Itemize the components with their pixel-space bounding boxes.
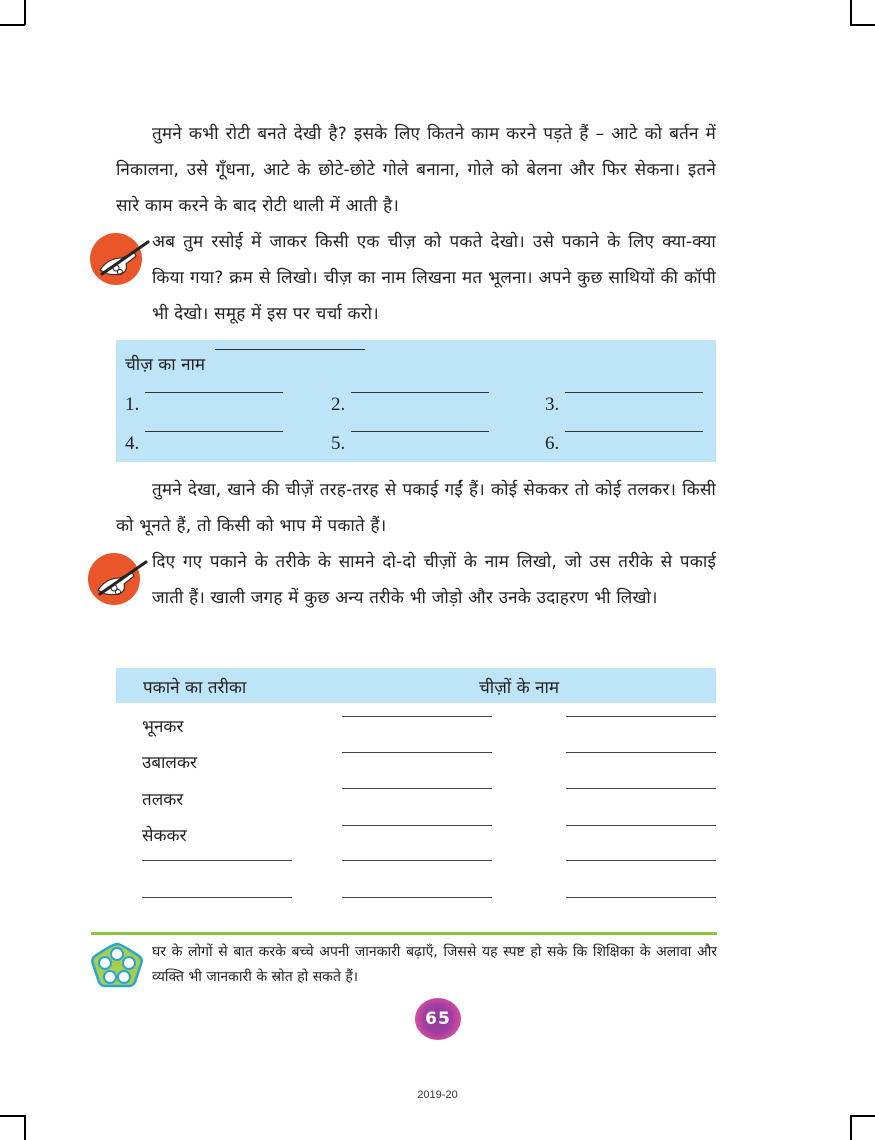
crop-mark-top-left-v — [24, 0, 26, 25]
crop-mark-bottom-left-v — [24, 1115, 26, 1140]
paragraph2-text: तुमने देखा, खाने की चीज़ें तरह-तरह से पकाई गईं हैं। कोई सेककर तो कोई तलकर। किसी को भूनते हैं, तो किसी को भाप में पकाते हैं। — [116, 480, 716, 536]
blank-r3-c1[interactable] — [342, 788, 492, 789]
step-4 — [125, 433, 139, 455]
item-name-blank[interactable] — [215, 349, 365, 350]
crop-mark-bottom-right-h — [850, 1115, 875, 1117]
flower-icon — [91, 942, 143, 988]
intro-text: तुमने कभी रोटी बनते देखी है? इसके लिए कितने काम करने पड़ते हैं – आटे को बर्तन में निकालना, उसे गूँधना, आटे के छोटे-छोटे गोले बनाना, गोले को बेलना और फिर सेकना। इतने सारे काम करने के बाद रोटी थाली में आती है। — [116, 124, 716, 216]
step-3-blank[interactable] — [565, 392, 703, 393]
method-boiling: उबालकर — [142, 753, 197, 773]
header-items: चीज़ों के नाम — [479, 678, 560, 698]
writing-hand-icon — [88, 228, 150, 290]
step-6-blank[interactable] — [565, 431, 703, 432]
crop-mark-top-right-v — [850, 0, 852, 25]
blank-r5-c1[interactable] — [342, 860, 492, 861]
step-number: 3. — [545, 394, 560, 415]
method-roasting: भूनकर — [142, 717, 184, 737]
blank-r3-c2[interactable] — [566, 788, 716, 789]
teacher-note: घर के लोगों से बात करके बच्चे अपनी जानकारी बढ़ाएँ, जिससे यह स्पष्ट हो सके कि शिक्षिका के अलावा और व्यक्ति भी जानकारी के स्रोत हो सकते हैं। — [152, 944, 717, 985]
blank-r6-c1[interactable] — [342, 897, 492, 898]
blank-r5-method[interactable] — [142, 860, 292, 861]
edition-year: 2019-20 — [417, 1089, 458, 1101]
crop-mark-top-right-h — [850, 24, 875, 26]
crop-mark-bottom-right-v — [850, 1115, 852, 1140]
method-baking: सेककर — [142, 826, 187, 846]
step-number: 2. — [331, 394, 346, 415]
blank-r2-c2[interactable] — [566, 752, 716, 753]
activity1-paragraph — [152, 224, 716, 332]
step-number: 4. — [125, 433, 140, 454]
step-1-blank[interactable] — [145, 392, 283, 393]
activity1-text: अब तुम रसोई में जाकर किसी एक चीज़ को पकते देखो। उसे पकाने के लिए क्या-क्या किया गया? क्रम से लिखो। चीज़ का नाम लिखना मत भूलना। अपने कुछ साथियों की कॉपी भी देखो। समूह में इस पर चर्चा करो। — [152, 232, 716, 324]
intro-paragraph — [116, 116, 716, 224]
activity2-paragraph — [152, 544, 716, 616]
crop-mark-top-left-h — [0, 24, 25, 26]
method-frying: तलकर — [142, 790, 184, 810]
page-number: 65 — [425, 1009, 451, 1029]
step-1 — [125, 394, 139, 416]
step-3 — [545, 394, 559, 416]
header-method: पकाने का तरीका — [143, 678, 247, 698]
page-number-badge — [415, 998, 461, 1040]
step-4-blank[interactable] — [145, 431, 283, 432]
activity2-text: दिए गए पकाने के तरीके के सामने दो-दो चीज़ों के नाम लिखो, जो उस तरीके से पकाई जाती हैं। खाली जगह में कुछ अन्य तरीके भी जोड़ो और उनके उदाहरण भी लिखो। — [152, 552, 716, 608]
step-number: 5. — [331, 433, 346, 454]
step-number: 1. — [125, 394, 140, 415]
step-5 — [331, 433, 345, 455]
blank-r2-c1[interactable] — [342, 752, 492, 753]
note-divider — [91, 932, 717, 935]
writing-hand-icon — [86, 548, 148, 610]
blank-r5-c2[interactable] — [566, 860, 716, 861]
blank-r4-c1[interactable] — [342, 825, 492, 826]
blank-r1-c1[interactable] — [342, 716, 492, 717]
item-name-row — [125, 352, 361, 375]
blank-r6-method[interactable] — [142, 897, 292, 898]
crop-mark-bottom-left-h — [0, 1115, 25, 1117]
step-2-blank[interactable] — [351, 392, 489, 393]
cooking-table-header — [116, 668, 716, 703]
blank-r4-c2[interactable] — [566, 825, 716, 826]
step-6 — [545, 433, 559, 455]
blank-r1-c2[interactable] — [566, 716, 716, 717]
blank-r6-c2[interactable] — [566, 897, 716, 898]
step-number: 6. — [545, 433, 560, 454]
step-5-blank[interactable] — [351, 431, 489, 432]
item-name-label: चीज़ का नाम — [125, 355, 206, 375]
step-2 — [331, 394, 345, 416]
cooking-methods-paragraph — [116, 472, 716, 544]
item-name-box — [116, 340, 716, 462]
